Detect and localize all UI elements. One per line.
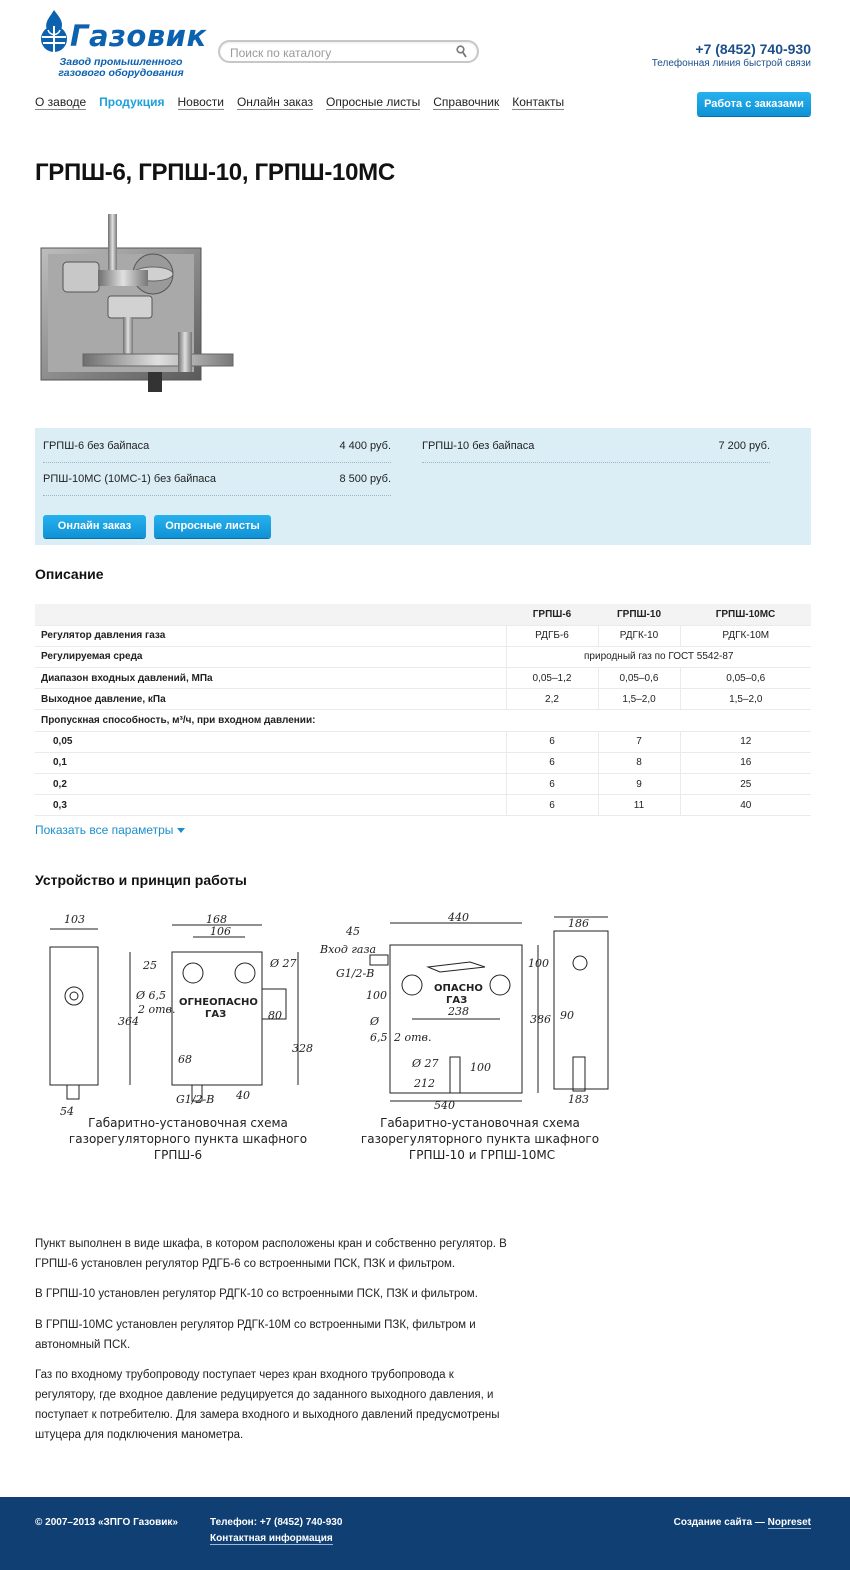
- table-row: [35, 795, 811, 816]
- table-row: [35, 689, 811, 710]
- paragraph: Пункт выполнен в виде шкафа, в котором расположены кран и собственно регулятор. В ГРПШ-6 установлен регулятор РДГБ-6 со встроенными ПСК, ПЗК и фильтром.: [35, 1238, 507, 1270]
- table-cell: РДГБ-6: [506, 625, 598, 646]
- drawing-dim: 238: [448, 1005, 469, 1018]
- warning-label: ОПАСНО: [434, 983, 483, 994]
- drawing-caption: ГРПШ-6: [153, 1148, 203, 1162]
- drawing-dim: 328: [292, 1042, 313, 1055]
- table-row: [35, 774, 811, 795]
- table-cell: РДГК-10М: [680, 625, 811, 646]
- footer-copyright: © 2007–2013 «ЗПГО Газовик»: [35, 1517, 178, 1528]
- logo-wordmark: Газовик: [70, 19, 207, 53]
- paragraph: В ГРПШ-10МС установлен регулятор РДГК-10М со встроенными ПЗК, фильтром и автономный ПСК.: [35, 1319, 476, 1351]
- nav-item-about[interactable]: О заводе: [35, 95, 87, 109]
- drawing-dim: 186: [568, 917, 589, 930]
- price-item-name: ГРПШ-6 без байпаса: [43, 440, 150, 452]
- drawing-caption: газорегуляторного пункта шкафного: [360, 1132, 600, 1146]
- catalog-search: [218, 40, 479, 63]
- nav-item-questionnaires[interactable]: Опросные листы: [325, 95, 421, 109]
- flame-globe-icon: [34, 8, 74, 56]
- row-label: Регулируемая среда: [35, 646, 506, 667]
- table-row: [35, 731, 811, 752]
- table-header-cell: ГРПШ-10МС: [680, 604, 811, 625]
- table-row: [35, 668, 811, 689]
- drawing-dim: 440: [448, 911, 469, 924]
- table-cell: 6: [506, 752, 598, 773]
- site-logo[interactable]: [34, 8, 207, 79]
- drawing-dim: 540: [434, 1099, 455, 1112]
- drawing-dim: 100: [366, 989, 387, 1002]
- table-cell: 1,5–2,0: [598, 689, 680, 710]
- table-row: [35, 625, 811, 646]
- table-row: [35, 752, 811, 773]
- header-phone[interactable]: +7 (8452) 740-930: [695, 41, 811, 57]
- footer-phone: Телефон: +7 (8452) 740-930: [210, 1517, 343, 1528]
- table-cell: 1,5–2,0: [680, 689, 811, 710]
- chevron-down-icon: [177, 828, 185, 833]
- page-title: ГРПШ-6, ГРПШ-10, ГРПШ-10МС: [35, 159, 395, 186]
- drawing-dim: 68: [178, 1053, 192, 1066]
- table-cell: 0,05–0,6: [598, 668, 680, 689]
- table-header-cell: ГРПШ-10: [598, 604, 680, 625]
- drawing-dim: 386: [530, 1013, 551, 1026]
- device-heading: Устройство и принцип работы: [35, 872, 247, 888]
- price-row: [422, 430, 770, 463]
- drawing-dim: Ø 27: [412, 1057, 439, 1070]
- drawing-dim: 168: [206, 913, 227, 926]
- drawing-dim: Ø 6,5: [136, 989, 167, 1002]
- footer-credit-prefix: Создание сайта —: [673, 1517, 768, 1528]
- search-icon[interactable]: [456, 45, 467, 58]
- table-cell: 40: [680, 795, 811, 816]
- row-label: Диапазон входных давлений, МПа: [35, 668, 506, 689]
- drawing-caption: Габаритно-установочная схема: [88, 1116, 288, 1130]
- row-label: Пропускная способность, м³/ч, при входном давлении:: [35, 710, 811, 731]
- description-heading: Описание: [35, 566, 104, 582]
- price-row: [43, 430, 391, 463]
- footer: [0, 1497, 850, 1570]
- drawing-dim: 25: [143, 959, 157, 972]
- logo-subtitle: Завод промышленного газового оборудования: [58, 56, 184, 79]
- drawing-dim: 100: [528, 957, 549, 970]
- phone-note: Телефонная линия быстрой связи: [651, 58, 811, 69]
- footer-credit: [674, 1517, 811, 1528]
- search-input[interactable]: [230, 44, 450, 61]
- table-row: [35, 710, 811, 731]
- drawing-dim: 212: [414, 1077, 435, 1090]
- drawing-dim: 2 отв.: [138, 1003, 176, 1016]
- drawing-dim: 100: [470, 1061, 491, 1074]
- drawing-dim: G1/2-B: [176, 1093, 215, 1106]
- drawing-caption: газорегуляторного пункта шкафного: [68, 1132, 308, 1146]
- drawing-dim: 6,5: [370, 1031, 388, 1044]
- price-item-name: РПШ-10МС (10МС-1) без байпаса: [43, 473, 217, 485]
- show-all-label: Показать все параметры: [35, 823, 174, 837]
- online-order-button[interactable]: Онлайн заказ: [43, 515, 146, 538]
- table-cell: 11: [598, 795, 680, 816]
- warning-label: ГАЗ: [446, 995, 468, 1006]
- row-label: 0,2: [35, 774, 506, 795]
- table-cell: 25: [680, 774, 811, 795]
- price-item-value: 4 400 руб.: [339, 440, 391, 452]
- table-cell: 0,05–1,2: [506, 668, 598, 689]
- questionnaires-button[interactable]: Опросные листы: [154, 515, 271, 538]
- nav-item-products[interactable]: Продукция: [99, 95, 165, 109]
- table-header-cell: [35, 604, 506, 625]
- price-item-name: ГРПШ-10 без байпаса: [422, 440, 535, 452]
- row-label: Регулятор давления газа: [35, 625, 506, 646]
- drawing-dim: 183: [568, 1093, 589, 1106]
- drawing-dim: 45: [346, 925, 360, 938]
- drawing-caption: ГРПШ-10 и ГРПШ-10МС: [408, 1148, 556, 1162]
- drawing-dim: 54: [60, 1105, 74, 1118]
- spec-table: [35, 604, 811, 816]
- table-cell: 6: [506, 774, 598, 795]
- table-cell: 2,2: [506, 689, 598, 710]
- drawing-dim: 364: [118, 1015, 139, 1028]
- table-cell: 8: [598, 752, 680, 773]
- table-cell: 9: [598, 774, 680, 795]
- drawing-dim: 103: [64, 913, 85, 926]
- table-cell: 0,05–0,6: [680, 668, 811, 689]
- footer-credit-link[interactable]: Nopreset: [767, 1517, 811, 1528]
- drawing-dim: Ø: [370, 1015, 380, 1028]
- table-cell: природный газ по ГОСТ 5542-87: [506, 646, 811, 667]
- table-row: [35, 646, 811, 667]
- nav-item-contacts[interactable]: Контакты: [512, 95, 565, 109]
- footer-contacts-link[interactable]: Контактная информация: [210, 1533, 333, 1544]
- paragraph: В ГРПШ-10 установлен регулятор РДГК-10 со встроенными ПСК, ПЗК и фильтром.: [35, 1288, 478, 1300]
- warning-label: ОГНЕОПАСНО: [179, 997, 258, 1008]
- drawing-dim: Вход газа: [320, 943, 377, 956]
- drawing-dim: 40: [236, 1089, 250, 1102]
- price-row: [43, 463, 391, 496]
- table-cell: 12: [680, 731, 811, 752]
- nav-item-news[interactable]: Новости: [177, 95, 224, 109]
- main-nav: [35, 95, 564, 110]
- table-cell: 6: [506, 731, 598, 752]
- show-all-params-link[interactable]: [35, 823, 185, 837]
- dimension-drawing: [30, 907, 620, 1167]
- table-header-cell: ГРПШ-6: [506, 604, 598, 625]
- row-label: 0,1: [35, 752, 506, 773]
- nav-item-online-order[interactable]: Онлайн заказ: [236, 95, 313, 109]
- orders-button[interactable]: Работа с заказами: [697, 92, 811, 116]
- product-photo: [38, 212, 234, 396]
- table-cell: 6: [506, 795, 598, 816]
- price-item-value: 7 200 руб.: [718, 440, 770, 452]
- warning-label: ГАЗ: [205, 1009, 227, 1020]
- table-cell: 16: [680, 752, 811, 773]
- paragraph: Газ по входному трубопроводу поступает через кран входного трубопровода к регулятору, где входное давление редуцируется до заданного выходного давления, и поступает к потребителю. Для замера входного и выходного давлений предусмотрены штуцера для подключения манометра.: [35, 1369, 500, 1441]
- table-cell: 7: [598, 731, 680, 752]
- drawing-dim: G1/2-B: [336, 967, 375, 980]
- drawing-dim: 90: [560, 1009, 574, 1022]
- nav-item-reference[interactable]: Справочник: [433, 95, 500, 109]
- row-label: 0,05: [35, 731, 506, 752]
- table-cell: РДГК-10: [598, 625, 680, 646]
- row-label: Выходное давление, кПа: [35, 689, 506, 710]
- drawing-dim: 2 отв.: [394, 1031, 432, 1044]
- drawing-caption: Габаритно-установочная схема: [380, 1116, 580, 1130]
- price-item-value: 8 500 руб.: [339, 473, 391, 485]
- table-header-row: [35, 604, 811, 625]
- drawing-dim: 106: [210, 925, 231, 938]
- row-label: 0,3: [35, 795, 506, 816]
- drawing-dim: 80: [268, 1009, 282, 1022]
- drawing-dim: Ø 27: [270, 957, 297, 970]
